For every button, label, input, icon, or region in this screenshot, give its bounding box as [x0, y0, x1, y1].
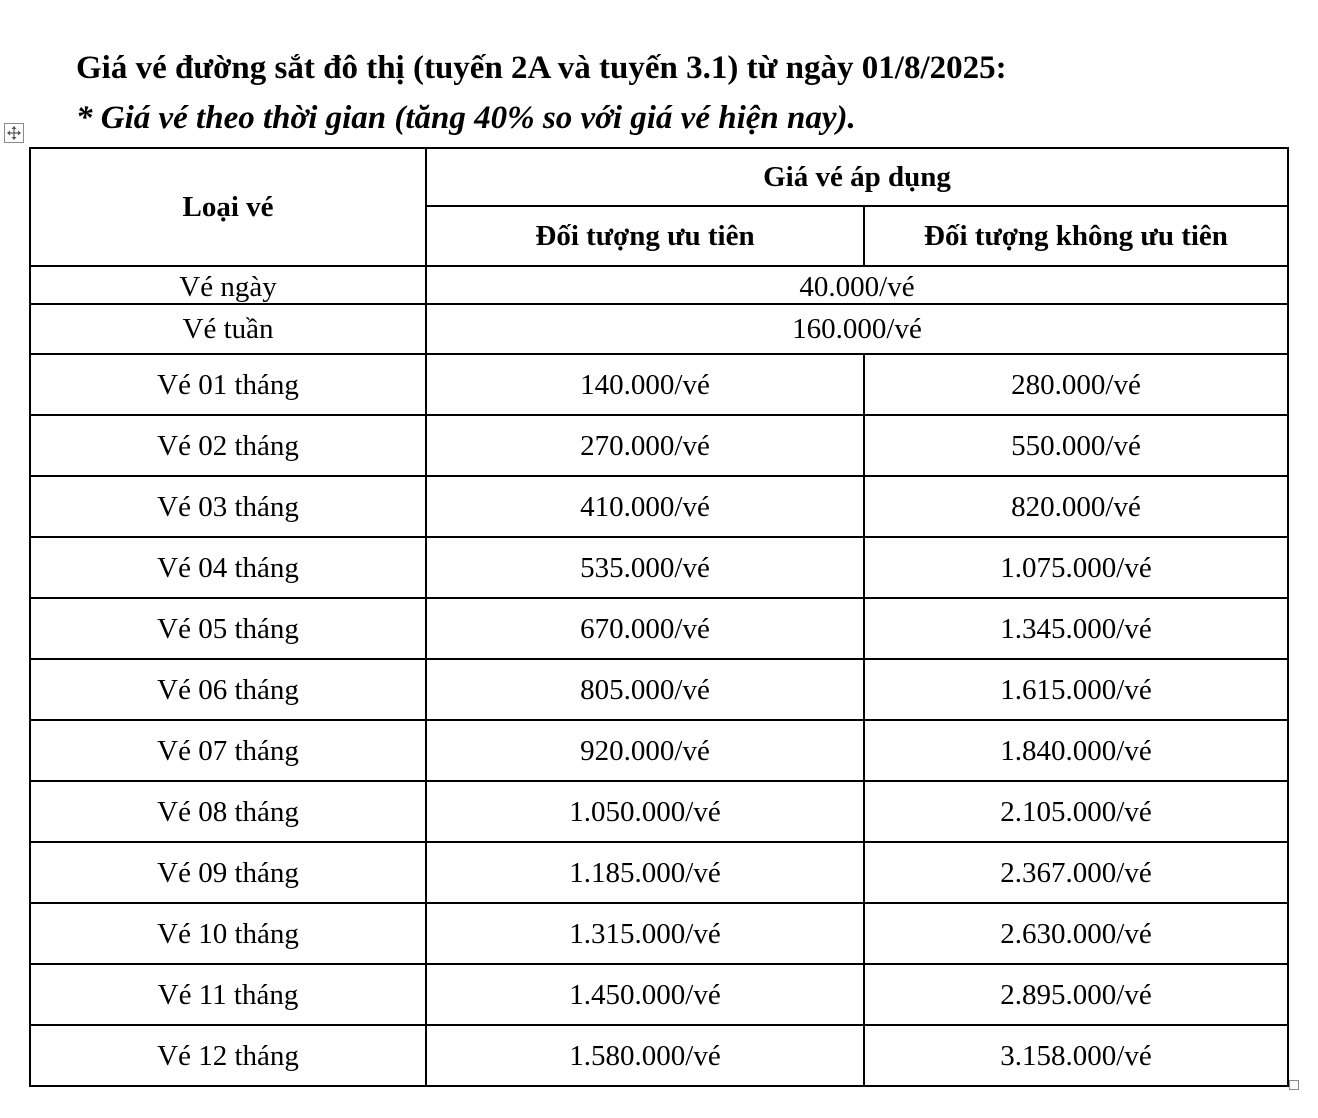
non-priority-price-cell: 2.105.000/vé [864, 781, 1288, 842]
table-row [30, 964, 1288, 1025]
non-priority-price-cell: 1.345.000/vé [864, 598, 1288, 659]
table-row [30, 781, 1288, 842]
table-row [30, 415, 1288, 476]
ticket-type-cell: Vé 02 tháng [30, 415, 426, 476]
header-row-1 [30, 148, 1288, 206]
header-non-priority: Đối tượng không ưu tiên [864, 206, 1288, 266]
table-resize-icon[interactable] [1289, 1080, 1299, 1090]
non-priority-price-cell: 2.895.000/vé [864, 964, 1288, 1025]
non-priority-price-cell: 1.615.000/vé [864, 659, 1288, 720]
header-applied-price: Giá vé áp dụng [426, 148, 1288, 206]
ticket-type-cell: Vé 10 tháng [30, 903, 426, 964]
table-move-icon [6, 125, 22, 141]
price-cell: 40.000/vé [426, 266, 1288, 304]
table-row [30, 659, 1288, 720]
ticket-type-cell: Vé 01 tháng [30, 354, 426, 415]
priority-price-cell: 140.000/vé [426, 354, 864, 415]
table-row [30, 266, 1288, 304]
priority-price-cell: 535.000/vé [426, 537, 864, 598]
table-row [30, 354, 1288, 415]
ticket-type-cell: Vé 05 tháng [30, 598, 426, 659]
non-priority-price-cell: 2.367.000/vé [864, 842, 1288, 903]
non-priority-price-cell: 3.158.000/vé [864, 1025, 1288, 1086]
priority-price-cell: 1.185.000/vé [426, 842, 864, 903]
page-title: Giá vé đường sắt đô thị (tuyến 2A và tuyến 3.1) từ ngày 01/8/2025: [76, 50, 1007, 86]
priority-price-cell: 1.315.000/vé [426, 903, 864, 964]
non-priority-price-cell: 1.075.000/vé [864, 537, 1288, 598]
priority-price-cell: 920.000/vé [426, 720, 864, 781]
priority-price-cell: 670.000/vé [426, 598, 864, 659]
table-row [30, 304, 1288, 354]
non-priority-price-cell: 1.840.000/vé [864, 720, 1288, 781]
priority-price-cell: 805.000/vé [426, 659, 864, 720]
priority-price-cell: 1.450.000/vé [426, 964, 864, 1025]
table-row [30, 720, 1288, 781]
table-row [30, 1025, 1288, 1086]
table-row [30, 476, 1288, 537]
ticket-type-cell: Vé 09 tháng [30, 842, 426, 903]
non-priority-price-cell: 280.000/vé [864, 354, 1288, 415]
table-row [30, 903, 1288, 964]
header-priority: Đối tượng ưu tiên [426, 206, 864, 266]
ticket-type-cell: Vé 04 tháng [30, 537, 426, 598]
ticket-type-cell: Vé 12 tháng [30, 1025, 426, 1086]
priority-price-cell: 270.000/vé [426, 415, 864, 476]
table-row [30, 842, 1288, 903]
non-priority-price-cell: 550.000/vé [864, 415, 1288, 476]
ticket-type-cell: Vé 11 tháng [30, 964, 426, 1025]
ticket-type-cell: Vé 07 tháng [30, 720, 426, 781]
ticket-type-cell: Vé 08 tháng [30, 781, 426, 842]
ticket-type-cell: Vé ngày [30, 266, 426, 304]
price-cell: 160.000/vé [426, 304, 1288, 354]
table-move-handle[interactable] [4, 123, 24, 143]
non-priority-price-cell: 2.630.000/vé [864, 903, 1288, 964]
priority-price-cell: 410.000/vé [426, 476, 864, 537]
ticket-type-cell: Vé 03 tháng [30, 476, 426, 537]
non-priority-price-cell: 820.000/vé [864, 476, 1288, 537]
ticket-type-cell: Vé tuần [30, 304, 426, 354]
ticket-type-cell: Vé 06 tháng [30, 659, 426, 720]
page-subtitle: * Giá vé theo thời gian (tăng 40% so với giá vé hiện nay). [76, 100, 856, 136]
fare-table [29, 147, 1289, 1087]
priority-price-cell: 1.580.000/vé [426, 1025, 864, 1086]
priority-price-cell: 1.050.000/vé [426, 781, 864, 842]
table-row [30, 598, 1288, 659]
header-ticket-type: Loại vé [30, 148, 426, 266]
table-row [30, 537, 1288, 598]
